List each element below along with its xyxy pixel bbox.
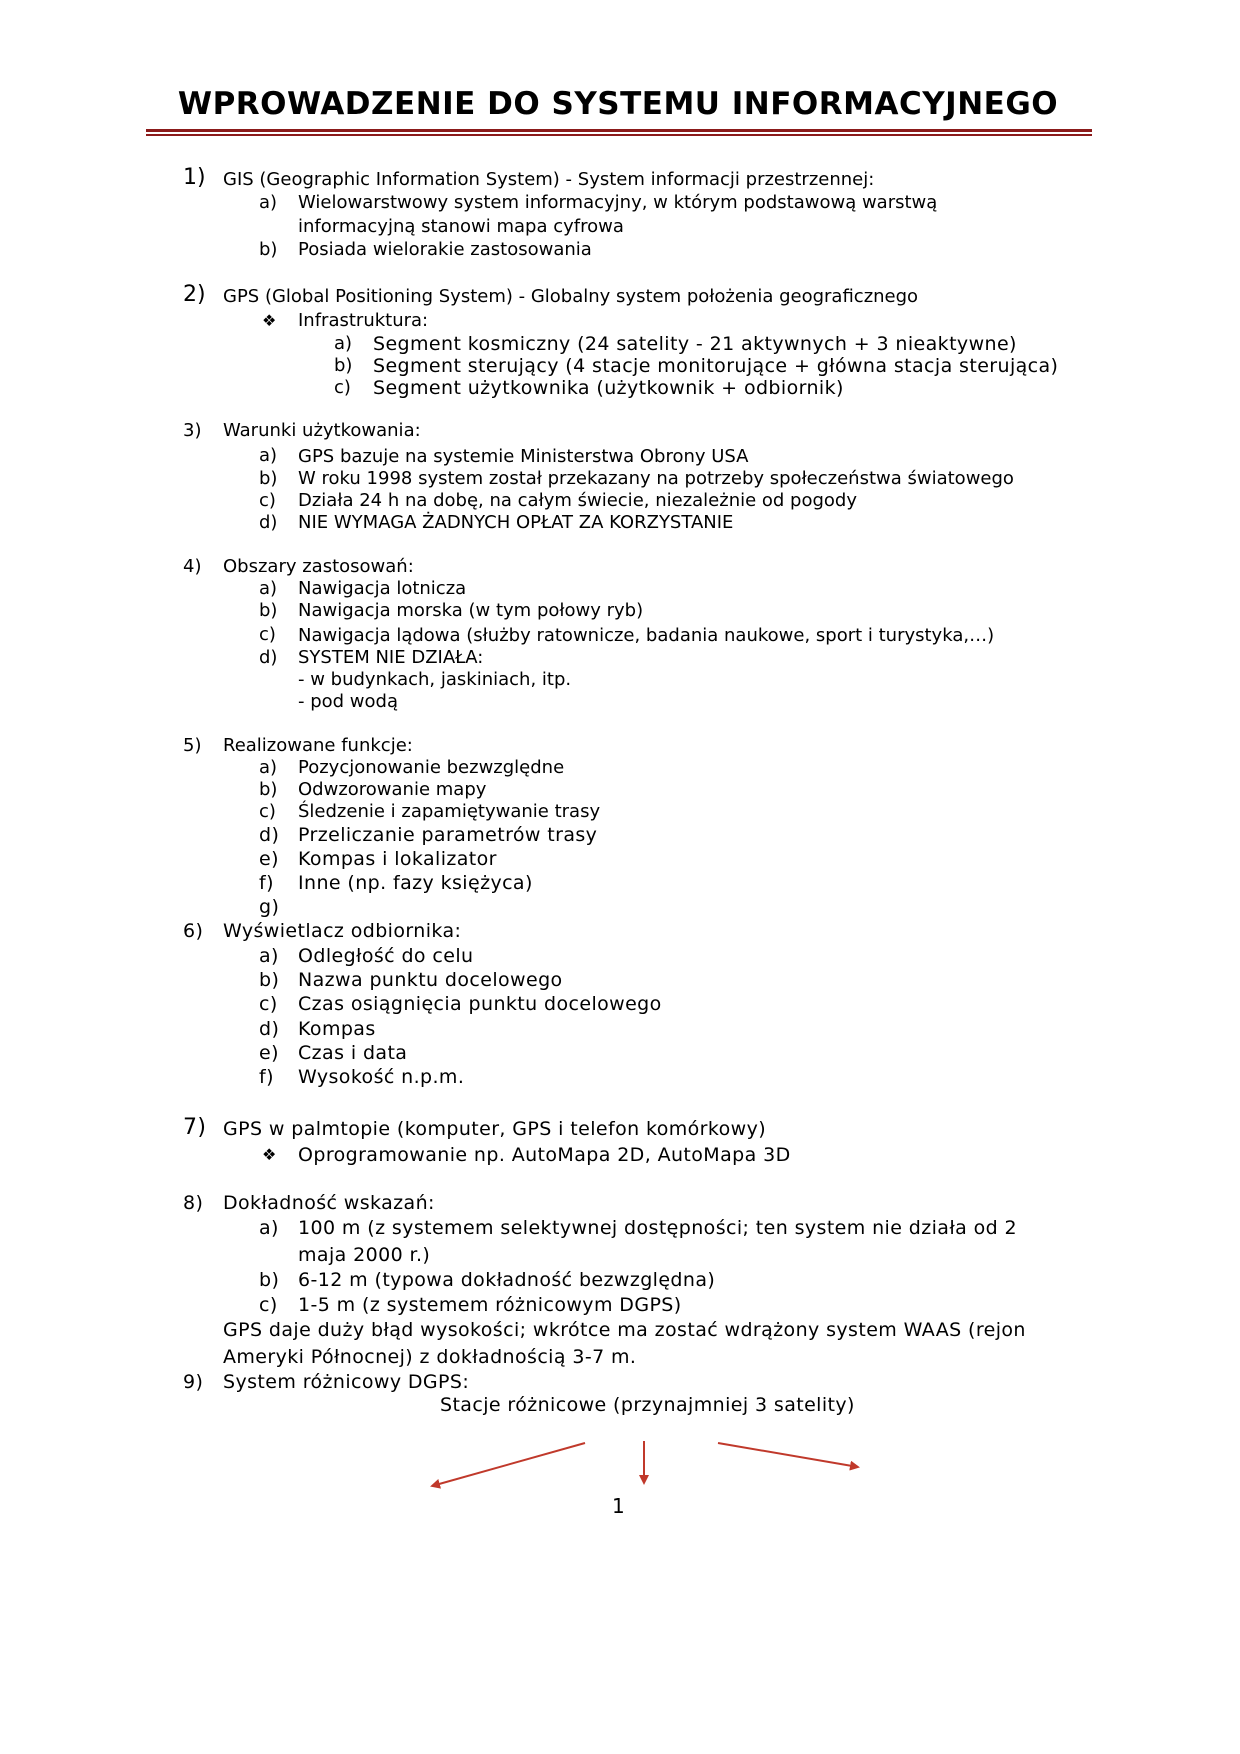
section-5-heading: Realizowane funkcje: [223,735,413,756]
section-9-number: 9) [183,1371,204,1393]
section-3-d-text: NIE WYMAGA ŻADNYCH OPŁAT ZA KORZYSTANIE [298,512,734,533]
section-4-a-marker: a) [259,578,278,599]
section-4-b-marker: b) [259,600,278,621]
section-3-b-text: W roku 1998 system został przekazany na potrzeby społeczeństwa światowego [298,468,1014,489]
section-5-a-marker: a) [259,757,278,778]
section-8-a-text: 100 m (z systemem selektywnej dostępności; ten system nie działa od 2 [298,1217,1018,1239]
section-2-c-text: Segment użytkownika (użytkownik + odbiornik) [373,377,844,399]
section-3-number: 3) [183,420,202,441]
section-6-b-marker: b) [259,969,280,991]
arrow-right-icon [718,1443,858,1467]
section-6-e-text: Czas i data [298,1042,408,1064]
section-2-number: 2) [183,282,206,307]
section-8-number: 8) [183,1192,204,1214]
section-5-c-text: Śledzenie i zapamiętywanie trasy [298,801,601,822]
section-6-a-text: Odległość do celu [298,945,474,967]
section-5-f-text: Inne (np. fazy księżyca) [298,872,533,894]
section-5-d-text: Przeliczanie parametrów trasy [298,824,598,846]
section-8-c-text: 1-5 m (z systemem różnicowym DGPS) [298,1294,682,1316]
section-6-f-marker: f) [259,1066,274,1088]
section-1-a-text-cont: informacyjną stanowi mapa cyfrowa [298,216,624,237]
section-2-b-marker: b) [334,355,353,376]
section-4-d-sub1: - w budynkach, jaskiniach, itp. [298,669,572,690]
section-8-heading: Dokładność wskazań: [223,1192,435,1214]
section-1-b-text: Posiada wielorakie zastosowania [298,239,592,260]
section-2-heading: GPS (Global Positioning System) - Globalny system położenia geograficznego [223,286,919,307]
section-1-b-marker: b) [259,239,278,260]
diamond-bullet-icon: ❖ [262,311,277,330]
section-5-number: 5) [183,735,202,756]
section-4-d-text: SYSTEM NIE DZIAŁA: [298,647,484,668]
section-1-number: 1) [183,165,206,190]
section-8-b-marker: b) [259,1269,280,1291]
section-8-a-marker: a) [259,1217,279,1239]
section-5-f-marker: f) [259,872,274,894]
section-1-a-marker: a) [259,192,278,213]
section-6-c-marker: c) [259,993,278,1015]
section-6-e-marker: e) [259,1042,279,1064]
section-4-c-text: Nawigacja lądowa (służby ratownicze, badania naukowe, sport i turystyka,…) [298,625,995,646]
section-8-note: GPS daje duży błąd wysokości; wkrótce ma zostać wdrążony system WAAS (rejon [223,1319,1026,1341]
section-8-a-text-cont: maja 2000 r.) [298,1244,431,1266]
section-8-c-marker: c) [259,1294,278,1316]
dgps-stations-label: Stacje różnicowe (przynajmniej 3 satelity) [440,1394,855,1416]
section-7-sub: Oprogramowanie np. AutoMapa 2D, AutoMapa 3D [298,1144,791,1166]
section-7-number: 7) [183,1115,207,1140]
arrow-left-icon [432,1443,585,1486]
section-6-heading: Wyświetlacz odbiornika: [223,920,462,942]
section-4-b-text: Nawigacja morska (w tym połowy ryb) [298,600,644,621]
section-8-b-text: 6-12 m (typowa dokładność bezwzględna) [298,1269,716,1291]
section-2-a-marker: a) [334,333,353,354]
section-6-number: 6) [183,920,204,942]
section-6-b-text: Nazwa punktu docelowego [298,969,563,991]
section-4-number: 4) [183,556,202,577]
section-7-heading: GPS w palmtopie (komputer, GPS i telefon komórkowy) [223,1118,767,1140]
section-6-a-marker: a) [259,945,279,967]
page-number: 1 [612,1494,625,1518]
section-6-c-text: Czas osiągnięcia punktu docelowego [298,993,662,1015]
section-2-c-marker: c) [334,377,351,398]
section-3-c-marker: c) [259,490,276,511]
section-2-b-text: Segment sterujący (4 stacje monitorujące + główna stacja sterująca) [373,355,1059,377]
section-6-d-text: Kompas [298,1018,376,1040]
section-3-a-marker: a) [259,445,278,466]
section-2-infra: Infrastruktura: [298,310,429,331]
section-5-g-marker: g) [259,896,280,918]
section-3-d-marker: d) [259,512,278,533]
section-9-heading: System różnicowy DGPS: [223,1371,470,1393]
section-6-f-text: Wysokość n.p.m. [298,1066,465,1088]
section-8-note-cont: Ameryki Północnej) z dokładnością 3-7 m. [223,1346,637,1368]
section-5-b-text: Odwzorowanie mapy [298,779,487,800]
section-3-heading: Warunki użytkowania: [223,420,421,441]
section-5-c-marker: c) [259,801,276,822]
section-4-d-marker: d) [259,647,278,668]
section-3-a-text: GPS bazuje na systemie Ministerstwa Obrony USA [298,446,749,467]
section-4-a-text: Nawigacja lotnicza [298,578,467,599]
section-1-a-text: Wielowarstwowy system informacyjny, w którym podstawową warstwą [298,192,938,213]
section-6-d-marker: d) [259,1018,280,1040]
section-5-d-marker: d) [259,824,280,846]
section-4-d-sub2: - pod wodą [298,691,398,712]
section-2-a-text: Segment kosmiczny (24 satelity - 21 aktywnych + 3 nieaktywne) [373,333,1017,355]
section-5-e-text: Kompas i lokalizator [298,848,497,870]
section-5-b-marker: b) [259,779,278,800]
section-1-heading: GIS (Geographic Information System) - System informacji przestrzennej: [223,169,875,190]
section-5-a-text: Pozycjonowanie bezwzględne [298,757,565,778]
section-4-c-marker: c) [259,624,276,645]
section-4-heading: Obszary zastosowań: [223,556,414,577]
section-3-b-marker: b) [259,468,278,489]
diamond-bullet-icon: ❖ [262,1145,277,1164]
section-3-c-text: Działa 24 h na dobę, na całym świecie, niezależnie od pogody [298,490,858,511]
section-5-e-marker: e) [259,848,279,870]
page-title: WPROWADZENIE DO SYSTEMU INFORMACYJNEGO [177,86,1059,122]
